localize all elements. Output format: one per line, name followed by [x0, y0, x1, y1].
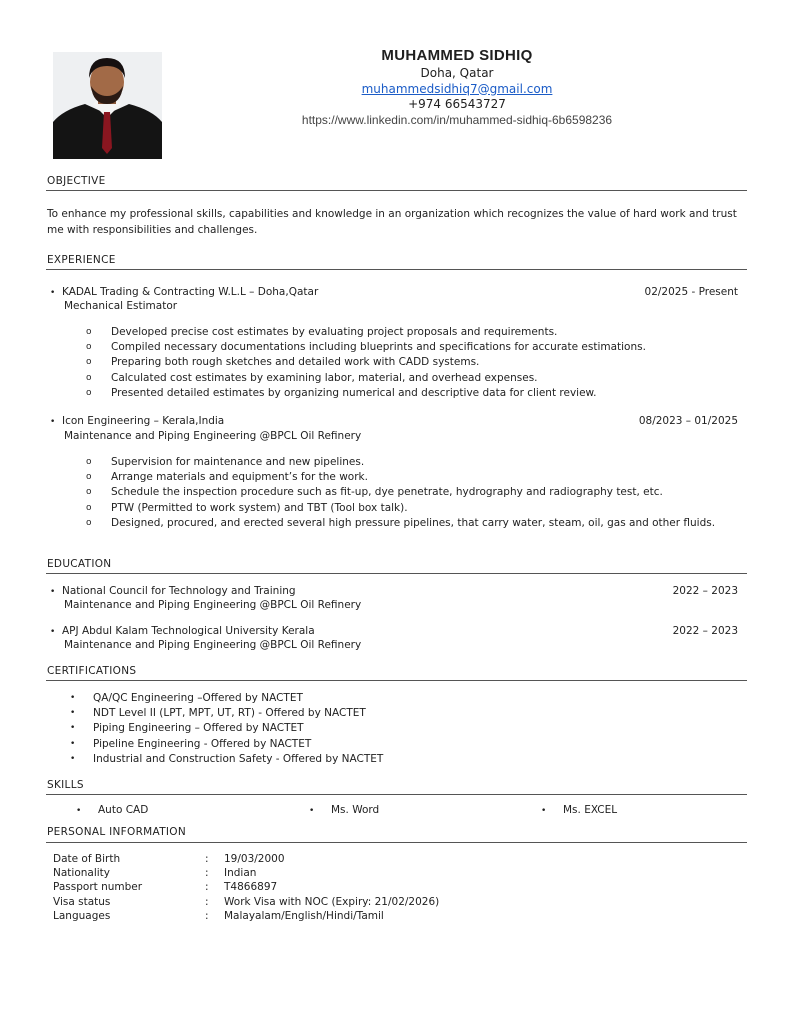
bullet-icon: • [70, 693, 76, 703]
bullet-icon: • [309, 806, 315, 816]
circle-bullet-icon: o [86, 502, 92, 513]
circle-bullet-icon: o [86, 327, 92, 337]
section-divider [46, 190, 747, 191]
experience-dates: 02/2025 - Present [644, 286, 738, 298]
education-dates: 2022 – 2023 [672, 625, 738, 637]
list-item: o Developed precise cost estimates by evaluating project proposals and requirements. [86, 325, 736, 340]
skill-item: • Ms. Word [309, 804, 380, 816]
section-title-objective: OBJECTIVE [47, 175, 106, 187]
bullet-icon: • [541, 806, 547, 816]
objective-text: To enhance my professional skills, capabilities and knowledge in an organization which recognizes the value of hard work and trust me with responsibilities and challenges. [47, 208, 737, 236]
profile-photo [53, 52, 162, 159]
info-separator: : [205, 867, 209, 879]
circle-bullet-icon: o [86, 357, 92, 368]
bullet-icon: • [76, 806, 82, 816]
education-course: Maintenance and Piping Engineering @BPCL Oil Refinery [64, 639, 362, 651]
section-divider [46, 573, 747, 574]
experience-dates: 08/2023 – 01/2025 [638, 415, 738, 427]
info-value: T4866897 [224, 881, 278, 893]
experience-bullets [86, 325, 736, 401]
info-label: Languages [53, 910, 111, 922]
experience-company: • Icon Engineering – Kerala,India [50, 415, 225, 427]
list-item: o Designed, procured, and erected several high pressure pipelines, that carry water, steam, oil, gas and other fluids. [86, 516, 736, 531]
info-label: Date of Birth [53, 853, 121, 865]
bullet-icon: • [70, 723, 76, 734]
info-separator: : [205, 853, 209, 865]
list-item: o Supervision for maintenance and new pipelines. [86, 455, 736, 470]
circle-bullet-icon: o [86, 517, 92, 528]
info-separator: : [205, 910, 209, 922]
experience-role: Maintenance and Piping Engineering @BPCL Oil Refinery [64, 430, 362, 442]
skill-item: • Auto CAD [76, 804, 149, 816]
linkedin-url[interactable]: https://www.linkedin.com/in/muhammed-sidhiq-6b6598236 [301, 112, 613, 127]
section-title-experience: EXPERIENCE [47, 254, 116, 266]
info-separator: : [205, 896, 209, 908]
circle-bullet-icon: o [86, 372, 92, 383]
info-value: Indian [224, 867, 257, 879]
list-item: o PTW (Permitted to work system) and TBT (Tool box talk). [86, 501, 736, 516]
phone-number: +974 66543727 [408, 97, 506, 111]
section-title-skills: SKILLS [47, 779, 84, 791]
resume-header [257, 46, 657, 128]
skill-item: • Ms. EXCEL [541, 804, 618, 816]
section-divider [46, 680, 747, 681]
list-item: • QA/QC Engineering –Offered by NACTET [68, 691, 668, 706]
experience-bullets [86, 455, 736, 531]
bullet-icon: • [50, 627, 56, 637]
list-item: o Compiled necessary documentations including blueprints and specifications for accurate estimations. [86, 340, 736, 355]
list-item: • Industrial and Construction Safety - Offered by NACTET [68, 752, 668, 767]
circle-bullet-icon: o [86, 387, 92, 398]
info-label: Passport number [53, 881, 143, 893]
list-item: o Calculated cost estimates by examining labor, material, and overhead expenses. [86, 371, 736, 386]
section-title-personal-information: PERSONAL INFORMATION [47, 826, 187, 838]
circle-bullet-icon: o [86, 342, 92, 353]
info-value: Malayalam/English/Hindi/Tamil [224, 910, 384, 922]
list-item: o Schedule the inspection procedure such as fit-up, dye penetrate, hydrography and radiography test, etc. [86, 485, 736, 500]
circle-bullet-icon: o [86, 487, 92, 498]
info-value: 19/03/2000 [224, 853, 285, 865]
list-item: o Preparing both rough sketches and detailed work with CADD systems. [86, 355, 736, 370]
list-item: o Presented detailed estimates by organizing numerical and descriptive data for client review. [86, 386, 736, 401]
education-institution: • APJ Abdul Kalam Technological University Kerala [50, 625, 315, 637]
education-institution: • National Council for Technology and Training [50, 585, 296, 597]
list-item: • Pipeline Engineering - Offered by NACTET [68, 737, 668, 752]
bullet-icon: • [70, 753, 76, 764]
info-label: Visa status [53, 896, 111, 908]
education-dates: 2022 – 2023 [672, 585, 738, 597]
info-label: Nationality [53, 867, 111, 879]
bullet-icon: • [70, 738, 76, 749]
circle-bullet-icon: o [86, 472, 92, 483]
section-divider [46, 794, 747, 795]
email-link[interactable]: muhammedsidhiq7@gmail.com [361, 81, 553, 96]
experience-company: • KADAL Trading & Contracting W.L.L – Doha,Qatar [50, 286, 319, 298]
bullet-icon: • [50, 288, 56, 298]
section-title-certifications: CERTIFICATIONS [47, 665, 137, 677]
experience-role: Mechanical Estimator [64, 300, 178, 312]
bullet-icon: • [50, 587, 56, 597]
section-divider [46, 269, 747, 270]
location: Doha, Qatar [420, 66, 494, 80]
section-divider [46, 842, 747, 843]
list-item: o Arrange materials and equipment’s for the work. [86, 470, 736, 485]
info-separator: : [205, 881, 209, 893]
bullet-icon: • [50, 417, 56, 427]
education-course: Maintenance and Piping Engineering @BPCL Oil Refinery [64, 599, 362, 611]
circle-bullet-icon: o [86, 457, 92, 467]
candidate-name: MUHAMMED SIDHIQ [381, 47, 533, 64]
info-value: Work Visa with NOC (Expiry: 21/02/2026) [224, 896, 440, 908]
list-item: • NDT Level II (LPT, MPT, UT, RT) - Offered by NACTET [68, 706, 668, 721]
bullet-icon: • [70, 708, 76, 719]
list-item: • Piping Engineering – Offered by NACTET [68, 721, 668, 736]
section-title-education: EDUCATION [47, 558, 112, 570]
certifications-list [68, 691, 668, 767]
